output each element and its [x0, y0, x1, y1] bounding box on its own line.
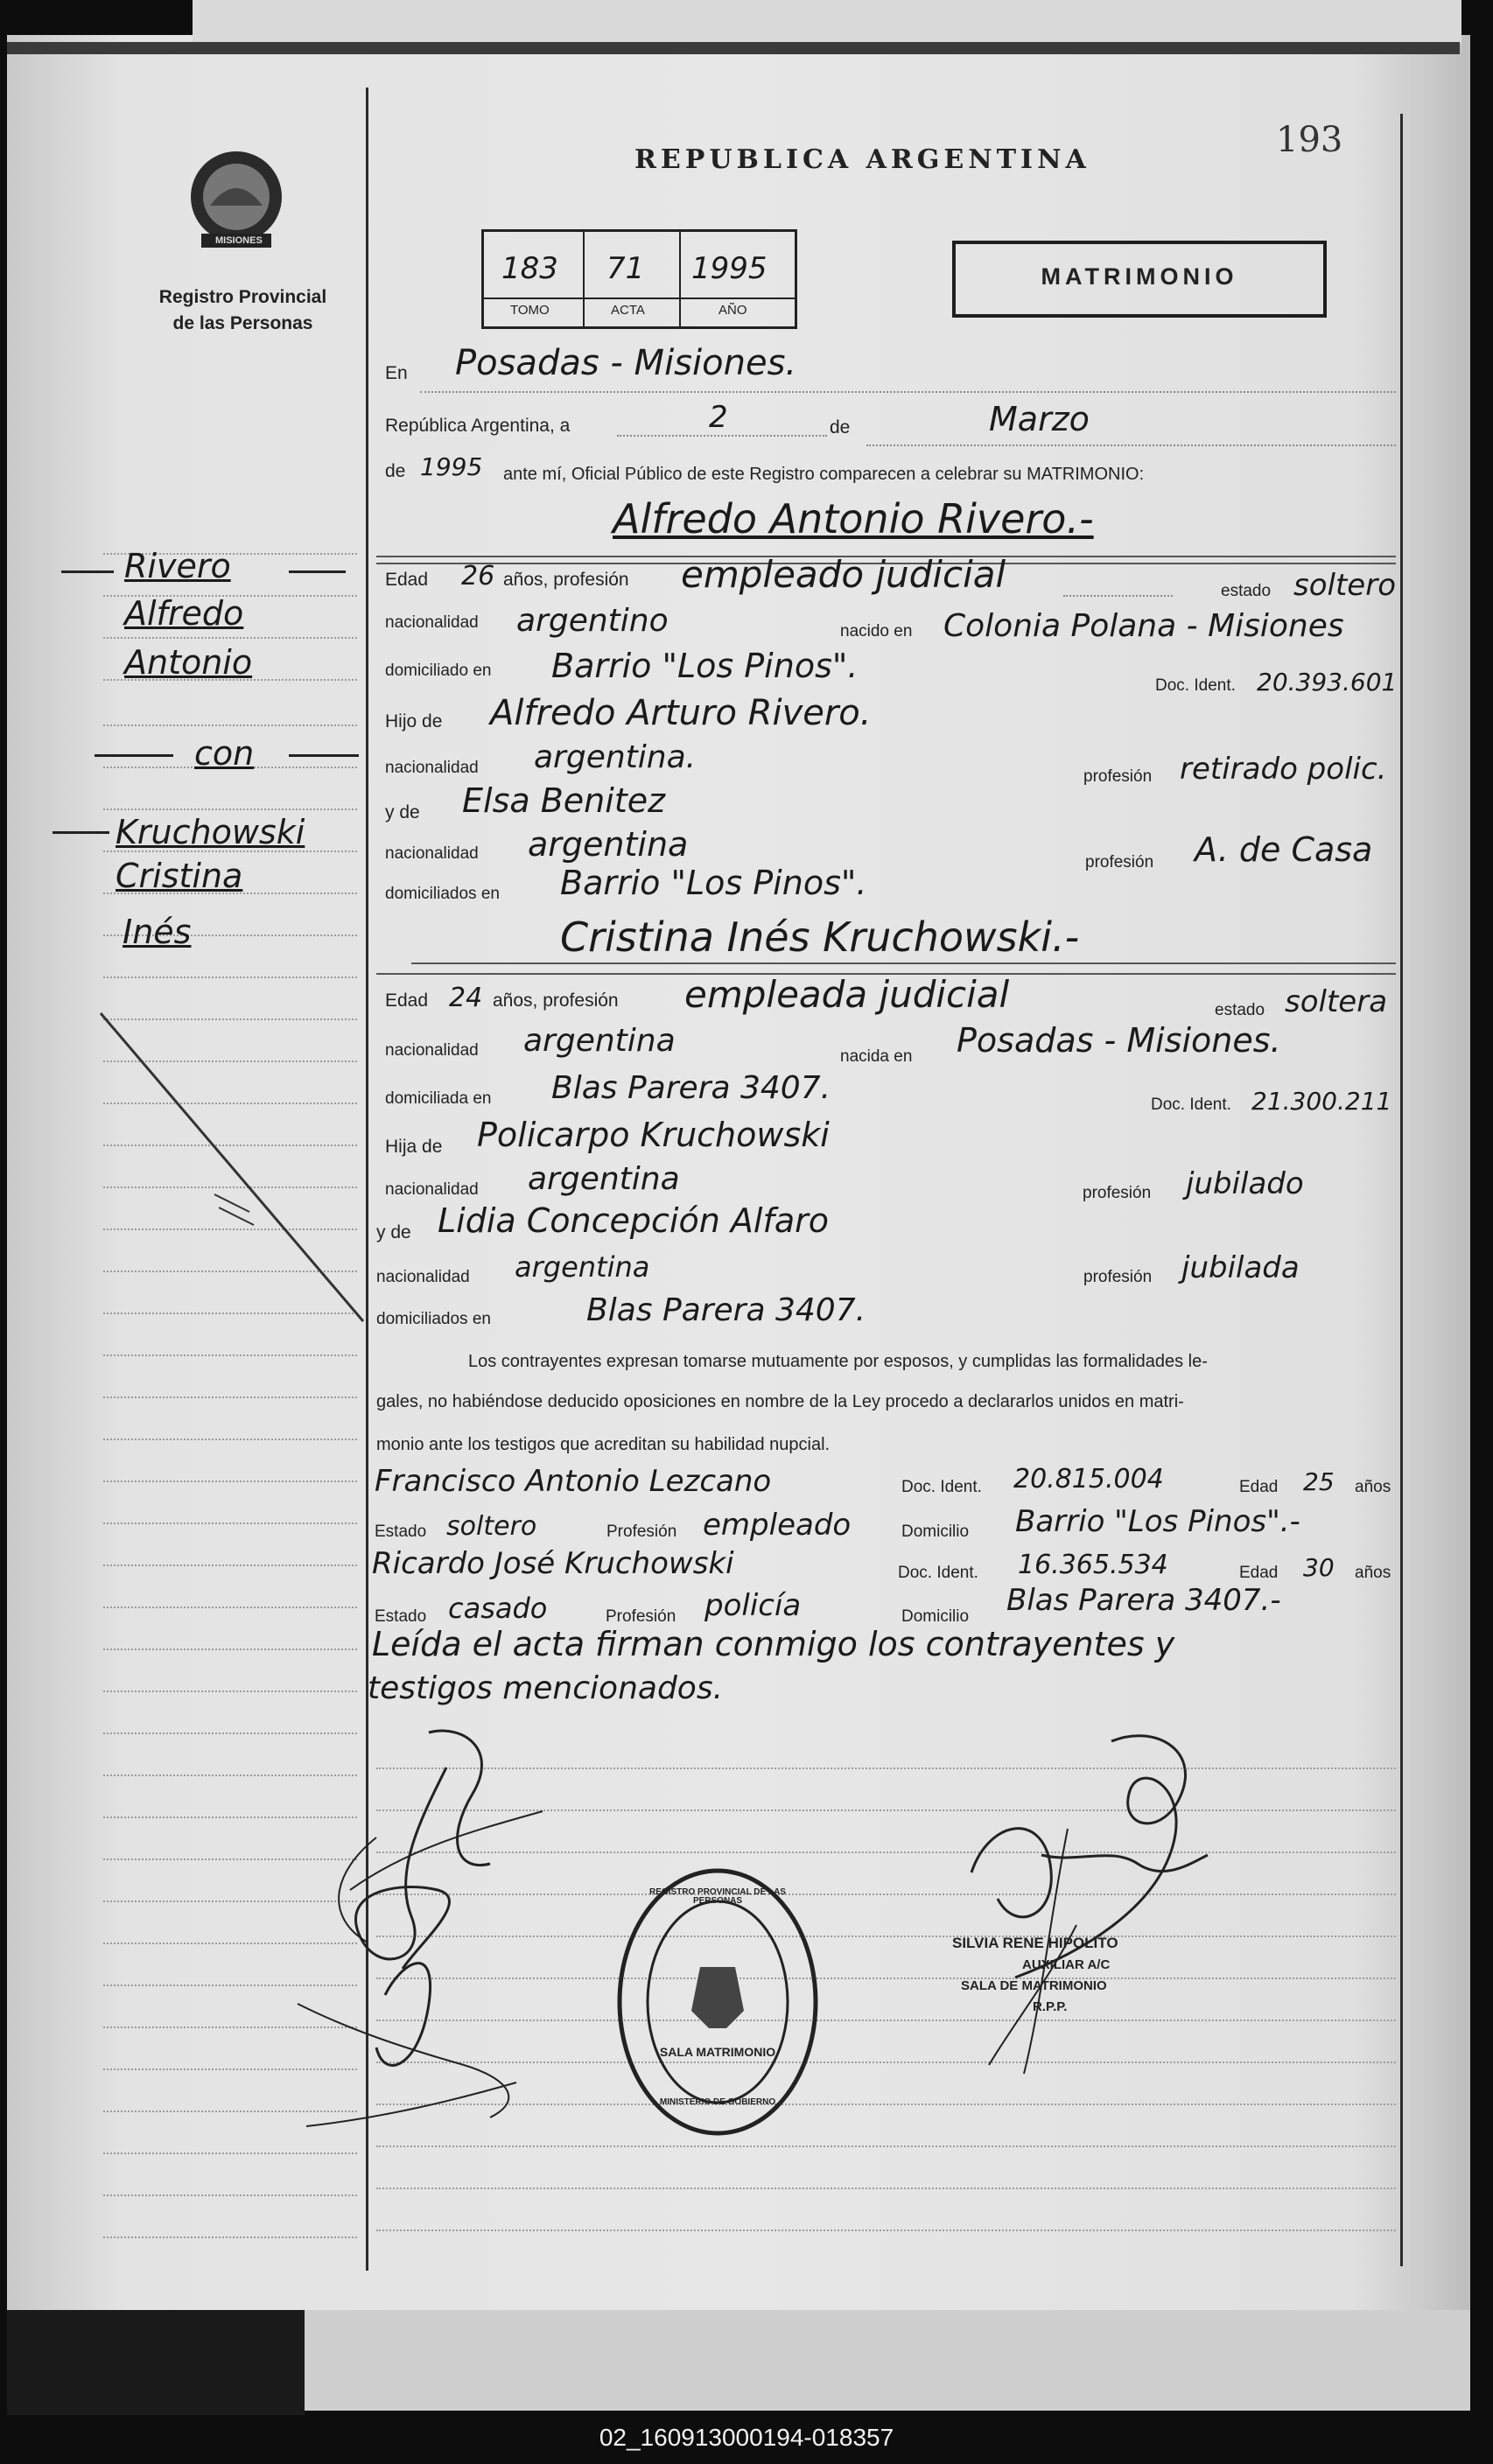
witness2-doc: 16.365.534	[1018, 1550, 1168, 1580]
groom-mother-prof: A. de Casa	[1195, 830, 1373, 869]
margin-dash-left	[61, 570, 114, 573]
marriage-day: 2	[709, 400, 728, 435]
closing-line-2: testigos mencionados.	[368, 1670, 724, 1706]
bride-age: 24	[449, 983, 483, 1013]
witness2-status: casado	[448, 1592, 548, 1625]
bride-father-prof: jubilado	[1186, 1166, 1304, 1201]
bride-mother-label: y de	[376, 1222, 411, 1242]
groom-mother-prof-label: profesión	[1085, 853, 1154, 872]
groom-edad-label: Edad	[385, 570, 429, 590]
bride-domicilio-label: domiciliada en	[385, 1089, 492, 1108]
witness2-edad-label: Edad	[1239, 1564, 1279, 1582]
groom-parents-dom-label: domiciliados en	[385, 885, 500, 903]
bride-mother: Lidia Concepción Alfaro	[438, 1201, 829, 1240]
groom-full-name: Alfredo Antonio Rivero.-	[613, 495, 1094, 542]
registry-name: Registro Provincial de las Personas	[158, 287, 327, 333]
groom-status: soltero	[1293, 568, 1396, 603]
signature-official	[910, 1689, 1243, 2109]
witness2-anos-label: años	[1355, 1564, 1391, 1582]
groom-mother: Elsa Benitez	[462, 781, 666, 820]
witness1-estado-label: Estado	[375, 1522, 427, 1541]
witness1-doc-label: Doc. Ident.	[901, 1478, 982, 1496]
margin-dash-con-left	[95, 754, 173, 757]
groom-father-prof-label: profesión	[1083, 767, 1153, 786]
oval-stamp-top-text: REGISTRO PROVINCIAL DE LAS PERSONAS	[649, 1887, 786, 1906]
binding-shadow	[7, 2310, 305, 2415]
bride-mother-prof-label: profesión	[1083, 1268, 1153, 1286]
signature-contrayentes	[280, 1715, 665, 2170]
groom-doc: 20.393.601	[1257, 668, 1398, 696]
declaration-line-3: monio ante los testigos que acreditan su habilidad nupcial.	[376, 1435, 831, 1454]
acta-label: ACTA	[611, 303, 645, 318]
groom-father-label: Hijo de	[385, 711, 443, 732]
bride-mother-nat-label: nacionalidad	[376, 1268, 470, 1286]
margin-dash-con-right	[289, 754, 359, 757]
year-prefix: de	[385, 461, 406, 481]
bride-nationality: argentina	[523, 1023, 676, 1059]
en-label: En	[385, 363, 408, 383]
bride-father-nat-label: nacionalidad	[385, 1180, 479, 1199]
groom-birthplace: Colonia Polana - Misiones	[943, 608, 1344, 644]
de-label: de	[830, 417, 851, 438]
bride-anos-profesion-label: años, profesión	[493, 990, 619, 1011]
groom-father-nat: argentina.	[534, 739, 697, 775]
bride-nacionalidad-label: nacionalidad	[385, 1041, 479, 1060]
book-reference-box	[481, 229, 797, 329]
provincial-seal	[184, 144, 289, 258]
witness1-profesion-label: Profesión	[606, 1522, 677, 1541]
closing-line-1: Leída el acta firman conmigo los contrayentes y	[372, 1625, 1175, 1663]
bride-father-nat: argentina	[528, 1161, 680, 1197]
bride-father-label: Hija de	[385, 1137, 443, 1157]
groom-nacionalidad-label: nacionalidad	[385, 613, 479, 632]
witness1-address: Barrio "Los Pinos".-	[1015, 1504, 1300, 1539]
footer-id: 02_160913000194-018357	[599, 2424, 894, 2451]
act-type-box	[952, 241, 1327, 318]
witness1-profession: empleado	[703, 1508, 852, 1543]
marriage-year: 1995	[420, 452, 483, 481]
witness1-anos-label: años	[1355, 1478, 1391, 1496]
margin-dash-bride-left	[53, 831, 109, 834]
bride-profession: empleada judicial	[684, 973, 1010, 1016]
ano-label: AÑO	[718, 303, 747, 318]
witness2-address: Blas Parera 3407.-	[1006, 1583, 1281, 1618]
republica-label: República Argentina, a	[385, 416, 571, 436]
bride-mother-prof: jubilada	[1181, 1250, 1300, 1285]
witness2-estado-label: Estado	[375, 1607, 427, 1626]
bride-mother-nat: argentina	[515, 1250, 650, 1284]
margin-middlename-bride: Inés	[123, 913, 192, 951]
witness1-doc: 20.815.004	[1013, 1464, 1164, 1494]
oval-registry-stamp	[613, 1862, 823, 2142]
groom-address: Barrio "Los Pinos".	[551, 647, 859, 685]
margin-surname-groom: Rivero	[124, 547, 231, 585]
sheet-top-edge	[7, 42, 1460, 54]
bride-doc-label: Doc. Ident.	[1151, 1096, 1231, 1114]
groom-domicilio-label: domiciliado en	[385, 662, 492, 680]
bride-full-name: Cristina Inés Kruchowski.-	[560, 914, 1080, 961]
seal-label: MISIONES	[215, 235, 263, 246]
margin-middlename-groom: Antonio	[124, 643, 253, 682]
groom-nacido-label: nacido en	[840, 622, 913, 640]
witness1-domicilio-label: Domicilio	[901, 1522, 970, 1541]
groom-estado-label: estado	[1221, 582, 1272, 600]
oval-stamp-center-text: SALA MATRIMONIO	[659, 2045, 776, 2059]
margin-firstname-bride: Cristina	[116, 857, 243, 895]
place-of-celebration: Posadas - Misiones.	[455, 343, 797, 383]
witness2-doc-label: Doc. Ident.	[898, 1564, 978, 1582]
official-stamp-line-2: AUXILIAR A/C	[1022, 1957, 1111, 1972]
groom-nationality: argentino	[516, 603, 669, 639]
groom-father: Alfredo Arturo Rivero.	[490, 693, 872, 733]
bride-parents-address: Blas Parera 3407.	[586, 1292, 866, 1328]
witness1-edad-label: Edad	[1239, 1478, 1279, 1496]
tomo-value: 183	[501, 251, 558, 286]
groom-father-nat-label: nacionalidad	[385, 759, 479, 777]
groom-mother-nat-label: nacionalidad	[385, 844, 479, 863]
groom-father-prof: retirado polic.	[1180, 752, 1387, 787]
bride-status: soltera	[1285, 984, 1388, 1019]
margin-cancel-stroke	[96, 1006, 376, 1330]
witness1-age: 25	[1303, 1467, 1335, 1496]
bride-edad-label: Edad	[385, 990, 429, 1011]
bride-doc: 21.300.211	[1251, 1087, 1392, 1116]
bride-father: Policarpo Kruchowski	[477, 1116, 830, 1154]
marriage-month: Marzo	[989, 400, 1090, 438]
witness2-domicilio-label: Domicilio	[901, 1607, 970, 1626]
witness2-age: 30	[1303, 1553, 1335, 1582]
ano-value: 1995	[691, 251, 768, 286]
right-border	[1400, 114, 1403, 2266]
declaration-line-2: gales, no habiéndose deducido oposiciones en nombre de la Ley procedo a declararlos unidos en matri-	[376, 1392, 1184, 1411]
groom-age: 26	[461, 561, 495, 592]
bride-birthplace: Posadas - Misiones.	[957, 1021, 1281, 1060]
sheet-top-strip	[193, 0, 1461, 44]
country-title: REPUBLICA ARGENTINA	[634, 144, 1090, 175]
margin-surname-bride: Kruchowski	[116, 813, 305, 851]
groom-mother-nat: argentina	[528, 825, 689, 864]
groom-doc-label: Doc. Ident.	[1155, 676, 1236, 695]
tomo-label: TOMO	[510, 303, 550, 318]
margin-connector: con	[194, 734, 255, 773]
official-stamp-line-4: R.P.P.	[1033, 1999, 1068, 2014]
groom-parents-address: Barrio "Los Pinos".	[560, 864, 867, 902]
page-number: 193	[1276, 120, 1343, 160]
declaration-line-1: Los contrayentes expresan tomarse mutuamente por esposos, y cumplidas las formalidades le-	[468, 1352, 1208, 1371]
official-stamp-line-1: SILVIA RENE HIPOLITO	[952, 1935, 1118, 1951]
official-stamp-line-3: SALA DE MATRIMONIO	[961, 1978, 1107, 1993]
margin-dash-right	[289, 570, 346, 573]
opening-statement: ante mí, Oficial Público de este Registro comparecen a celebrar su MATRIMONIO:	[503, 465, 1145, 484]
groom-profession: empleado judicial	[681, 553, 1006, 596]
bride-parents-dom-label: domiciliados en	[376, 1310, 491, 1328]
witness1-status: soltero	[446, 1511, 537, 1542]
act-type: MATRIMONIO	[1041, 263, 1238, 290]
groom-anos-profesion-label: años, profesión	[503, 570, 629, 590]
witness2-name: Ricardo José Kruchowski	[372, 1546, 734, 1581]
acta-value: 71	[606, 251, 645, 286]
bride-nacida-label: nacida en	[840, 1047, 913, 1066]
bride-estado-label: estado	[1215, 1001, 1265, 1019]
oval-stamp-bottom-text: MINISTERIO DE GOBIERNO	[659, 2097, 776, 2107]
margin-firstname-groom: Alfredo	[124, 594, 244, 633]
groom-mother-label: y de	[385, 802, 420, 822]
witness1-name: Francisco Antonio Lezcano	[375, 1464, 772, 1499]
bride-address: Blas Parera 3407.	[551, 1070, 831, 1106]
witness2-profession: policía	[704, 1588, 802, 1623]
witness2-profesion-label: Profesión	[606, 1607, 676, 1626]
bride-father-prof-label: profesión	[1083, 1184, 1152, 1202]
